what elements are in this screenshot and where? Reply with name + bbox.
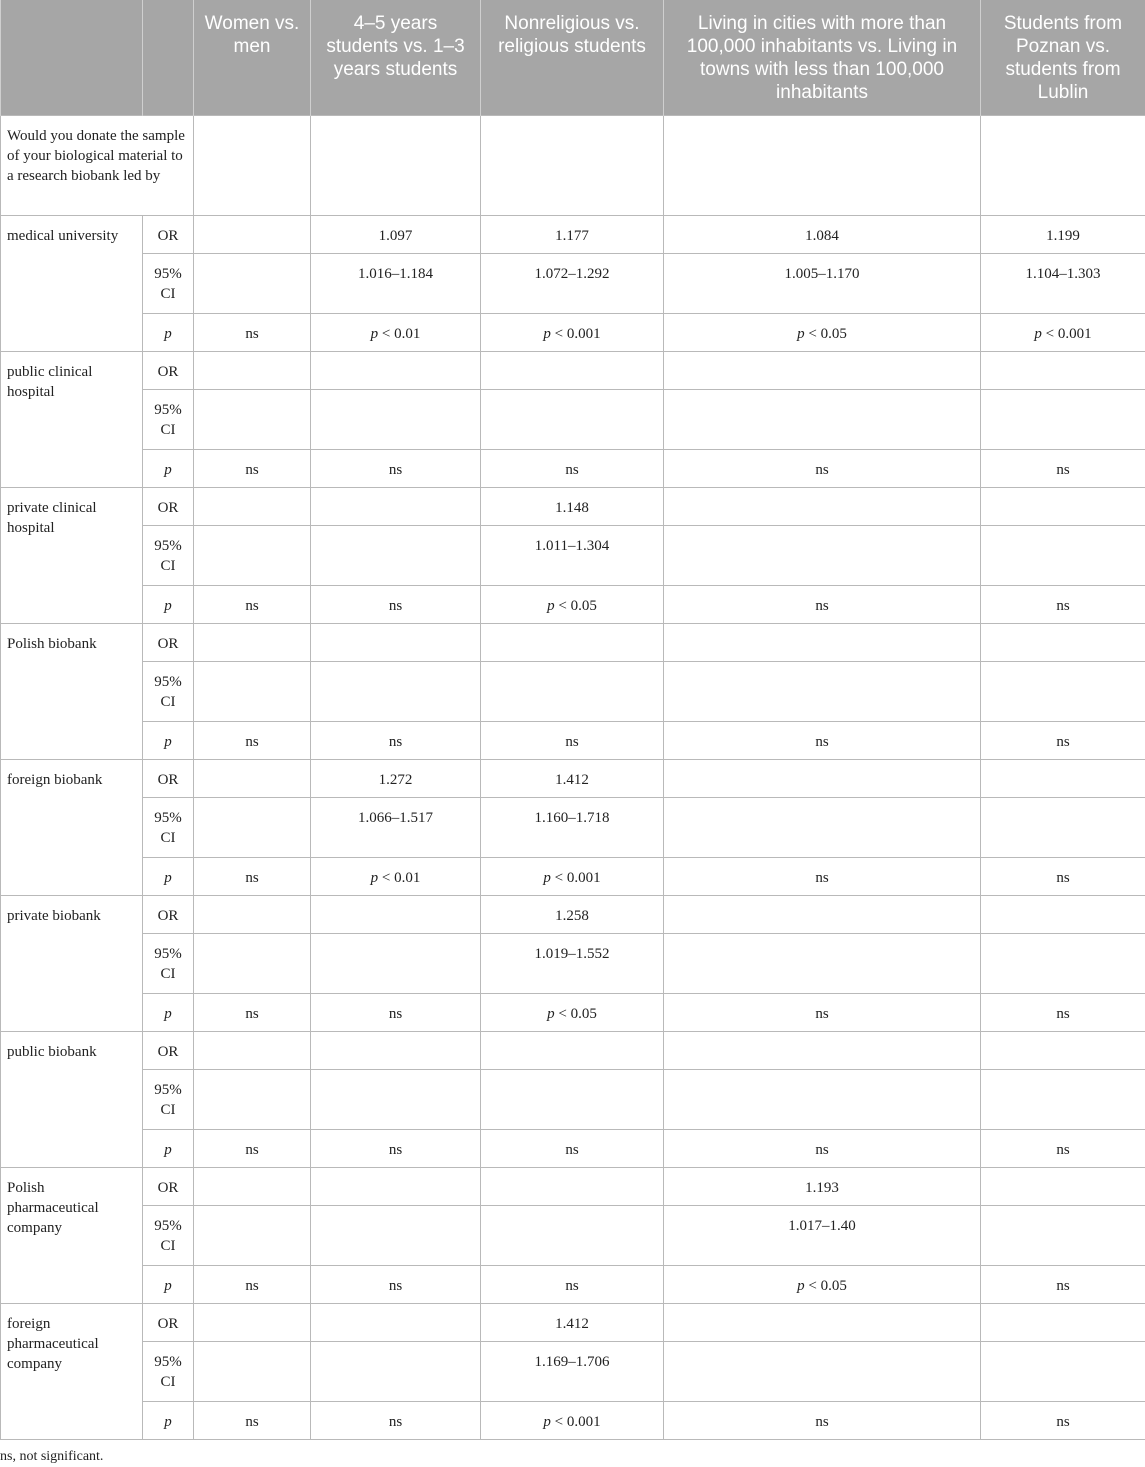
value-cell-ci: 1.017–1.40 — [664, 1206, 981, 1266]
stat-label-or: OR — [143, 352, 194, 390]
value-cell-or — [981, 1032, 1145, 1070]
value-cell-ci — [194, 662, 311, 722]
table-row-or — [1, 896, 1145, 934]
row-group-label: Polish pharmaceutical company — [1, 1168, 143, 1304]
value-cell-or — [194, 896, 311, 934]
stat-label-ci: 95% CI — [143, 1342, 194, 1402]
value-cell-p: ns — [981, 1130, 1145, 1168]
value-cell-p: ns — [311, 1130, 481, 1168]
value-cell-ci — [664, 662, 981, 722]
stat-label-ci: 95% CI — [143, 1070, 194, 1130]
stat-label-or: OR — [143, 896, 194, 934]
value-cell-or — [664, 488, 981, 526]
value-cell-ci — [981, 1342, 1145, 1402]
value-cell-p: ns — [664, 1130, 981, 1168]
value-cell-p: ns — [481, 1130, 664, 1168]
value-cell-or — [981, 760, 1145, 798]
value-cell-p: p < 0.001 — [481, 1402, 664, 1440]
question-empty-cell — [311, 116, 481, 216]
value-cell-ci — [194, 390, 311, 450]
stat-label-p: p — [143, 1130, 194, 1168]
value-cell-or: 1.199 — [981, 216, 1145, 254]
value-cell-ci — [194, 934, 311, 994]
table-row-p — [1, 1266, 1145, 1304]
header-university-city: Students from Poznan vs. students from Lublin — [981, 0, 1145, 116]
stat-label-p: p — [143, 1266, 194, 1304]
header-cell-blank-2 — [143, 0, 194, 116]
value-cell-or — [981, 352, 1145, 390]
table-row-p — [1, 1130, 1145, 1168]
value-cell-p: ns — [311, 450, 481, 488]
value-cell-ci — [981, 934, 1145, 994]
value-cell-ci — [194, 1342, 311, 1402]
value-cell-or — [311, 1032, 481, 1070]
value-cell-p: p < 0.001 — [481, 314, 664, 352]
value-cell-or — [311, 1304, 481, 1342]
stat-label-or: OR — [143, 488, 194, 526]
value-cell-ci — [311, 662, 481, 722]
table-row-or — [1, 352, 1145, 390]
value-cell-or — [664, 1304, 981, 1342]
table-row-ci — [1, 1206, 1145, 1266]
value-cell-ci: 1.160–1.718 — [481, 798, 664, 858]
value-cell-or — [664, 624, 981, 662]
value-cell-ci — [981, 1206, 1145, 1266]
value-cell-p: ns — [311, 994, 481, 1032]
value-cell-ci: 1.019–1.552 — [481, 934, 664, 994]
table-row-ci — [1, 662, 1145, 722]
value-cell-ci: 1.104–1.303 — [981, 254, 1145, 314]
stat-label-or: OR — [143, 760, 194, 798]
stat-label-or: OR — [143, 1168, 194, 1206]
table-row-or — [1, 760, 1145, 798]
stat-label-p: p — [143, 722, 194, 760]
value-cell-or: 1.097 — [311, 216, 481, 254]
stat-label-ci: 95% CI — [143, 526, 194, 586]
table-footnote: ns, not significant. — [0, 1449, 104, 1464]
value-cell-ci — [194, 526, 311, 586]
value-cell-or — [311, 624, 481, 662]
value-cell-p: ns — [481, 450, 664, 488]
row-group-label: foreign pharmaceutical company — [1, 1304, 143, 1440]
value-cell-or — [194, 1168, 311, 1206]
header-row — [1, 0, 1145, 116]
value-cell-ci — [664, 934, 981, 994]
value-cell-or: 1.412 — [481, 1304, 664, 1342]
table-row-or — [1, 1168, 1145, 1206]
value-cell-ci — [481, 1070, 664, 1130]
value-cell-p: ns — [194, 1130, 311, 1168]
question-empty-cell — [194, 116, 311, 216]
header-cell-blank-1 — [1, 0, 143, 116]
value-cell-or — [311, 352, 481, 390]
value-cell-or — [981, 488, 1145, 526]
value-cell-ci — [194, 254, 311, 314]
value-cell-or — [194, 1304, 311, 1342]
value-cell-ci — [311, 1342, 481, 1402]
value-cell-or: 1.193 — [664, 1168, 981, 1206]
value-cell-p: ns — [311, 586, 481, 624]
value-cell-or — [481, 1032, 664, 1070]
table-row-p — [1, 858, 1145, 896]
row-group-label: Polish biobank — [1, 624, 143, 760]
table-row-p — [1, 450, 1145, 488]
value-cell-ci: 1.005–1.170 — [664, 254, 981, 314]
value-cell-ci — [311, 1206, 481, 1266]
table-row-p — [1, 1402, 1145, 1440]
value-cell-p: ns — [194, 586, 311, 624]
row-group-label: public clinical hospital — [1, 352, 143, 488]
value-cell-or — [194, 1032, 311, 1070]
header-women-vs-men: Women vs. men — [194, 0, 311, 116]
header-religiosity: Nonreligious vs. religious students — [481, 0, 664, 116]
value-cell-or — [194, 760, 311, 798]
value-cell-ci — [664, 798, 981, 858]
value-cell-p: ns — [194, 1402, 311, 1440]
value-cell-ci: 1.066–1.517 — [311, 798, 481, 858]
value-cell-or — [194, 488, 311, 526]
value-cell-or — [664, 352, 981, 390]
table-body — [1, 116, 1145, 1440]
stat-label-ci: 95% CI — [143, 798, 194, 858]
stat-label-ci: 95% CI — [143, 662, 194, 722]
value-cell-or: 1.412 — [481, 760, 664, 798]
value-cell-ci — [481, 1206, 664, 1266]
value-cell-p: ns — [194, 450, 311, 488]
value-cell-p: ns — [981, 450, 1145, 488]
value-cell-or: 1.148 — [481, 488, 664, 526]
question-row — [1, 116, 1145, 216]
value-cell-or — [664, 760, 981, 798]
value-cell-p: p < 0.001 — [981, 314, 1145, 352]
value-cell-ci: 1.011–1.304 — [481, 526, 664, 586]
value-cell-p: ns — [194, 722, 311, 760]
stat-label-ci: 95% CI — [143, 934, 194, 994]
value-cell-p: p < 0.05 — [481, 994, 664, 1032]
value-cell-p: ns — [664, 994, 981, 1032]
value-cell-p: ns — [981, 858, 1145, 896]
table-row-ci — [1, 390, 1145, 450]
table-row-p — [1, 314, 1145, 352]
value-cell-p: ns — [194, 858, 311, 896]
value-cell-p: ns — [311, 722, 481, 760]
value-cell-ci — [664, 526, 981, 586]
value-cell-or — [311, 896, 481, 934]
stat-label-ci: 95% CI — [143, 254, 194, 314]
value-cell-or — [481, 1168, 664, 1206]
table-row-ci — [1, 798, 1145, 858]
table-row-ci — [1, 526, 1145, 586]
value-cell-ci — [981, 798, 1145, 858]
question-empty-cell — [481, 116, 664, 216]
stat-label-p: p — [143, 858, 194, 896]
value-cell-or: 1.177 — [481, 216, 664, 254]
value-cell-p: ns — [981, 1266, 1145, 1304]
value-cell-or — [981, 1168, 1145, 1206]
value-cell-ci — [194, 798, 311, 858]
value-cell-ci — [481, 390, 664, 450]
value-cell-p: ns — [981, 586, 1145, 624]
stat-label-or: OR — [143, 1032, 194, 1070]
question-empty-cell — [664, 116, 981, 216]
value-cell-ci: 1.169–1.706 — [481, 1342, 664, 1402]
value-cell-p: p < 0.05 — [481, 586, 664, 624]
value-cell-ci: 1.072–1.292 — [481, 254, 664, 314]
stat-label-or: OR — [143, 1304, 194, 1342]
value-cell-or: 1.272 — [311, 760, 481, 798]
value-cell-or — [194, 216, 311, 254]
value-cell-ci — [664, 1342, 981, 1402]
value-cell-or: 1.084 — [664, 216, 981, 254]
stat-label-ci: 95% CI — [143, 1206, 194, 1266]
value-cell-p: ns — [194, 314, 311, 352]
value-cell-ci — [481, 662, 664, 722]
header-years-of-study: 4–5 years students vs. 1–3 years students — [311, 0, 481, 116]
value-cell-or — [981, 896, 1145, 934]
stat-label-p: p — [143, 450, 194, 488]
value-cell-ci — [311, 1070, 481, 1130]
row-group-label: medical university — [1, 216, 143, 352]
stat-label-ci: 95% CI — [143, 390, 194, 450]
value-cell-ci — [311, 934, 481, 994]
value-cell-or — [194, 352, 311, 390]
value-cell-p: ns — [981, 1402, 1145, 1440]
value-cell-ci — [981, 1070, 1145, 1130]
value-cell-p: ns — [981, 722, 1145, 760]
table-row-or — [1, 624, 1145, 662]
value-cell-p: p < 0.001 — [481, 858, 664, 896]
value-cell-or — [194, 624, 311, 662]
stat-label-p: p — [143, 314, 194, 352]
value-cell-ci — [981, 662, 1145, 722]
question-text: Would you donate the sample of your biological material to a research biobank led by — [1, 116, 194, 216]
stat-label-p: p — [143, 1402, 194, 1440]
value-cell-p: ns — [664, 1402, 981, 1440]
table-row-or — [1, 488, 1145, 526]
stat-label-or: OR — [143, 624, 194, 662]
value-cell-p: ns — [481, 1266, 664, 1304]
value-cell-ci — [981, 390, 1145, 450]
value-cell-p: p < 0.05 — [664, 1266, 981, 1304]
table-row-ci — [1, 1342, 1145, 1402]
value-cell-p: ns — [194, 994, 311, 1032]
value-cell-ci — [664, 390, 981, 450]
value-cell-or: 1.258 — [481, 896, 664, 934]
table-row-ci — [1, 1070, 1145, 1130]
value-cell-p: ns — [664, 450, 981, 488]
table-row-or — [1, 1304, 1145, 1342]
value-cell-ci — [981, 526, 1145, 586]
value-cell-ci — [194, 1206, 311, 1266]
question-empty-cell — [981, 116, 1145, 216]
table-row-ci — [1, 934, 1145, 994]
table-row-p — [1, 722, 1145, 760]
table-row-p — [1, 994, 1145, 1032]
value-cell-or — [481, 352, 664, 390]
header-place-of-residence: Living in cities with more than 100,000 inhabitants vs. Living in towns with less than 100,000 inhabitants — [664, 0, 981, 116]
value-cell-p: p < 0.01 — [311, 858, 481, 896]
row-group-label: public biobank — [1, 1032, 143, 1168]
value-cell-ci — [311, 526, 481, 586]
value-cell-p: p < 0.01 — [311, 314, 481, 352]
value-cell-p: ns — [981, 994, 1145, 1032]
value-cell-or — [481, 624, 664, 662]
row-group-label: private clinical hospital — [1, 488, 143, 624]
stat-label-p: p — [143, 994, 194, 1032]
value-cell-p: ns — [311, 1402, 481, 1440]
table-row-p — [1, 586, 1145, 624]
table-row-or — [1, 216, 1145, 254]
table-row-ci — [1, 254, 1145, 314]
row-group-label: private biobank — [1, 896, 143, 1032]
stat-label-p: p — [143, 586, 194, 624]
row-group-label: foreign biobank — [1, 760, 143, 896]
value-cell-or — [981, 1304, 1145, 1342]
value-cell-or — [311, 1168, 481, 1206]
value-cell-or — [664, 896, 981, 934]
value-cell-p: p < 0.05 — [664, 314, 981, 352]
value-cell-p: ns — [664, 858, 981, 896]
value-cell-ci — [664, 1070, 981, 1130]
value-cell-ci — [311, 390, 481, 450]
value-cell-ci: 1.016–1.184 — [311, 254, 481, 314]
table-row-or — [1, 1032, 1145, 1070]
value-cell-or — [664, 1032, 981, 1070]
value-cell-p: ns — [664, 586, 981, 624]
value-cell-or — [311, 488, 481, 526]
value-cell-or — [981, 624, 1145, 662]
value-cell-p: ns — [194, 1266, 311, 1304]
stat-label-or: OR — [143, 216, 194, 254]
value-cell-ci — [194, 1070, 311, 1130]
value-cell-p: ns — [311, 1266, 481, 1304]
value-cell-p: ns — [481, 722, 664, 760]
value-cell-p: ns — [664, 722, 981, 760]
